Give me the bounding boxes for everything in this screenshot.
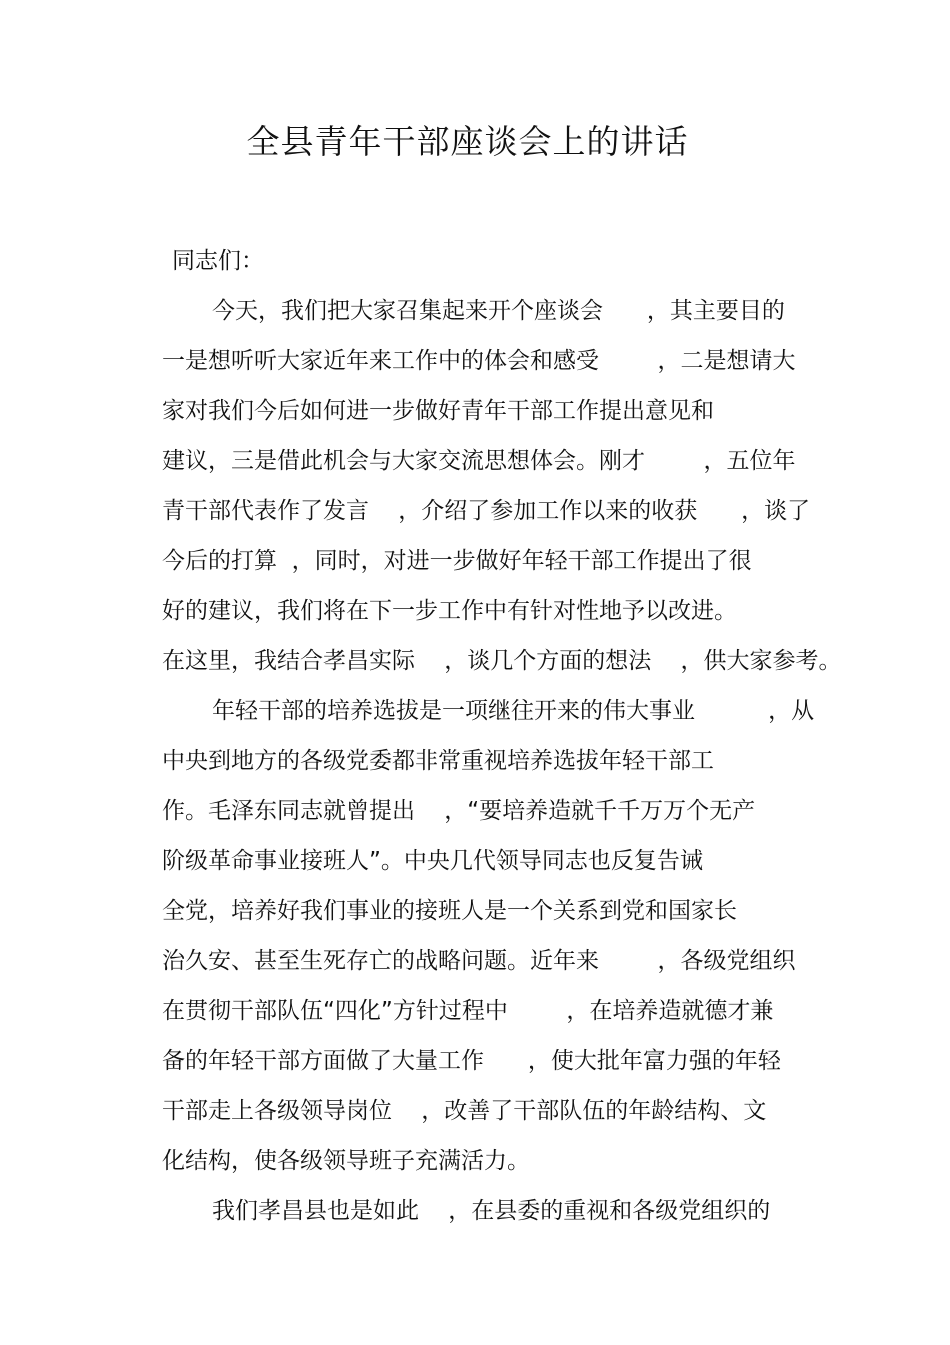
paragraph-line: 干部走上各级领导岗位 ，改善了干部队伍的年龄结构、文 — [162, 1098, 767, 1124]
paragraph-line: 好的建议，我们将在下一步工作中有针对性地予以改进。 — [162, 598, 737, 624]
paragraph-line: 治久安、甚至生死存亡的战略问题。近年来 ，各级党组织 — [162, 948, 796, 974]
paragraph-line: 我们孝昌县也是如此 ，在县委的重视和各级党组织的 — [212, 1198, 771, 1224]
paragraph-line: 年轻干部的培养选拔是一项继往开来的伟大事业 ，从 — [212, 698, 815, 724]
paragraph-line: 今天，我们把大家召集起来开个座谈会 ，其主要目的 — [212, 298, 785, 324]
document-title: 全县青年干部座谈会上的讲话 — [246, 122, 689, 161]
paragraph-line: 青干部代表作了发言 ，介绍了参加工作以来的收获 ，谈了 — [162, 498, 811, 524]
paragraph-line: 全党，培养好我们事业的接班人是一个关系到党和国家长 — [162, 898, 737, 924]
paragraph-line: 一是想听听大家近年来工作中的体会和感受 ，二是想请大 — [162, 348, 796, 374]
paragraph-line: 今后的打算 ，同时，对进一步做好年轻干部工作提出了很 — [162, 548, 752, 574]
paragraph-line: 在贯彻干部队伍“四化”方针过程中 ，在培养造就德才兼 — [162, 998, 774, 1024]
paragraph-line: 化结构，使各级领导班子充满活力。 — [162, 1148, 530, 1174]
paragraph-line: 阶级革命事业接班人”。中央几代领导同志也反复告诫 — [162, 848, 703, 874]
paragraph-line: 建议，三是借此机会与大家交流思想体会。刚才 ，五位年 — [162, 448, 796, 474]
paragraph-line: 作。毛泽东同志就曾提出 ，“要培养造就千千万万个无产 — [162, 798, 756, 824]
paragraph-line: 在这里，我结合孝昌实际 ，谈几个方面的想法 ，供大家参考。 — [162, 648, 842, 674]
paragraph-line: 备的年轻干部方面做了大量工作 ，使大批年富力强的年轻 — [162, 1048, 781, 1074]
salutation: 同志们： — [172, 248, 264, 274]
paragraph-line: 中央到地方的各级党委都非常重视培养选拔年轻干部工 — [162, 748, 714, 774]
paragraph-line: 家对我们今后如何进一步做好青年干部工作提出意见和 — [162, 398, 714, 424]
